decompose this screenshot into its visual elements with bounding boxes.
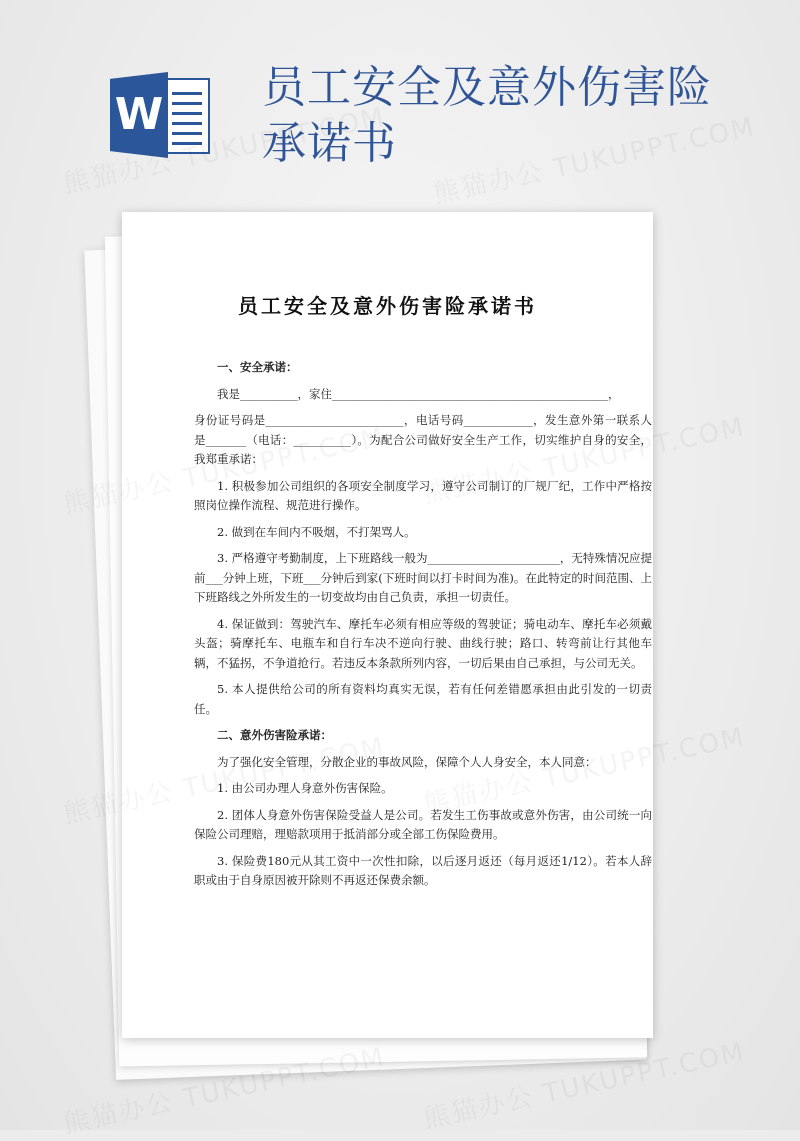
word-icon-letter: W — [114, 89, 164, 140]
word-app-icon — [110, 72, 214, 158]
document-page — [122, 212, 653, 1038]
document-paragraph: 2. 做到在车间内不吸烟，不打架骂人。 — [217, 524, 416, 539]
document-paragraph: 为了强化安全管理，分散企业的事故风险，保障个人人身安全，本人同意： — [217, 754, 597, 769]
document-paragraph: 2. 团体人身意外伤害保险受益人是公司。若发生工伤事故或意外伤害，由公司统一向保险公司理赔，理赔款项用于抵消部分或全部工伤保险费用。 — [194, 807, 652, 841]
document-paragraph: 3. 保险费180元从其工资中一次性扣除，以后逐月返还（每月返还1/12）。若本人辞职或由于自身原因被开除则不再返还保费余额。 — [194, 853, 652, 887]
hero-title-line2: 承诺书 — [262, 118, 397, 169]
document-paragraph: 身份证号码是________________________，电话号码____________，发生意外第一联系人是_______（电话：__________）。为配合公司做好安全生产工作，切实维护自身的安全，我郑重承诺： — [194, 413, 652, 466]
hero-title — [262, 60, 762, 172]
document-paragraph: 5. 本人提供给公司的所有资料均真实无误，若有任何差错愿承担由此引发的一切责任。 — [194, 682, 652, 716]
section-heading: 二、意外伤害险承诺： — [217, 728, 332, 742]
document-paragraph: 1. 由公司办理人身意外伤害保险。 — [217, 781, 393, 795]
hero-title-line1: 员工安全及意外伤害险 — [262, 62, 712, 113]
document-paragraph: 1. 积极参加公司组织的各项安全制度学习，遵守公司制订的厂规厂纪，工作中严格按照岗位操作流程、规范进行操作。 — [194, 478, 652, 512]
document-paragraph: 我是__________，家住________________________________________________， — [217, 386, 620, 401]
document-paragraph: 4. 保证做到：驾驶汽车、摩托车必须有相应等级的驾驶证；骑电动车、摩托车必须戴头盔；骑摩托车、电瓶车和自行车决不逆向行驶、曲线行驶；路口、转弯前让行其他车辆，不猛拐，不争道抢行。若违反本条款所列内容，一切后果由自己承担，与公司无关。 — [194, 616, 652, 670]
document-paragraph: 3. 严格遵守考勤制度，上下班路线一般为_______________________，无特殊情况应提前___分钟上班，下班___分钟后到家(下班时间以打卡时间为准)。在此特定的时间范围、上下班路线之外所发生的一切变故均由自己负责，承担一切责任。 — [194, 551, 652, 604]
document-body — [194, 358, 652, 891]
document-title: 员工安全及意外伤害险承诺书 — [238, 294, 537, 318]
section-heading: 一、安全承诺： — [217, 360, 298, 374]
